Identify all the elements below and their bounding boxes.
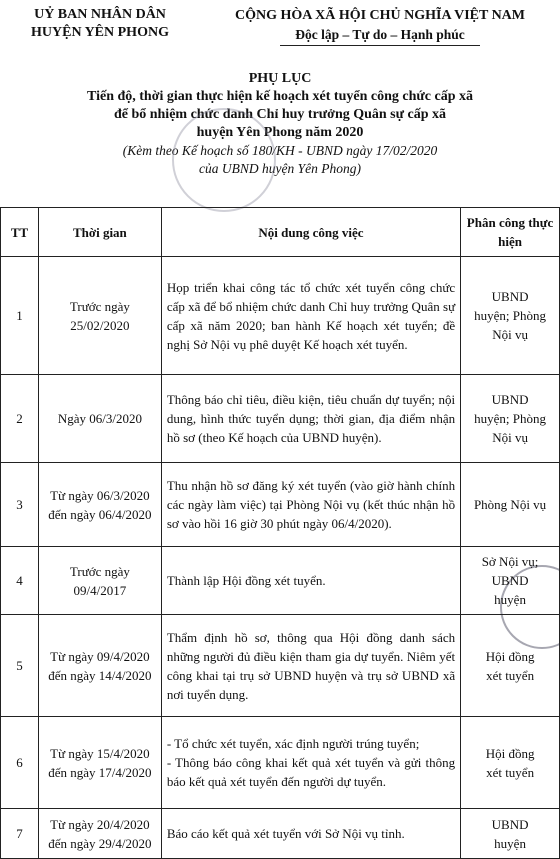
row-tt: 7 (1, 809, 39, 859)
row-content: Thẩm định hồ sơ, thông qua Hội đồng danh sách những người đủ điều kiện tham gia dự tuyển. Niêm yết công khai tại trụ sở UBND huyện và trụ sở UBND xã nơi tuyển dụng. (161, 615, 460, 717)
row-content: Thành lập Hội đồng xét tuyển. (161, 547, 460, 615)
table-header-row (1, 208, 560, 257)
row-content: Họp triển khai công tác tổ chức xét tuyển công chức cấp xã để bổ nhiệm chức danh Chỉ huy trưởng Quân sự cấp xã năm 2020; ban hành Kế hoạch xét tuyển; đề nghị Sở Nội vụ phê duyệt Kế hoạch xét tuyển. (161, 257, 460, 375)
national-name: CỘNG HÒA XÃ HỘI CHỦ NGHĨA VIỆT NAM (234, 8, 525, 23)
header-owner: Phân công thực hiện (461, 208, 560, 257)
appendix-label: PHỤ LỤC (248, 71, 312, 86)
appendix-note-2: của UBND huyện Yên Phong) (199, 161, 361, 176)
row-owner: Hội đồng xét tuyển (461, 615, 560, 717)
row-owner: Sở Nội vụ; UBND huyện (461, 547, 560, 615)
table-row (1, 375, 560, 463)
national-motto: Độc lập – Tự do – Hạnh phúc (295, 27, 465, 42)
table-row (1, 257, 560, 375)
row-tt: 2 (1, 375, 39, 463)
table-row (1, 615, 560, 717)
row-owner: UBND huyện; Phòng Nội vụ (461, 257, 560, 375)
row-content: Thông báo chỉ tiêu, điều kiện, tiêu chuẩn dự tuyển; nội dung, hình thức tuyển dụng; thời gian, địa điểm nhận hồ sơ (theo Kế hoạch của UBND huyện). (161, 375, 460, 463)
row-content: Thu nhận hồ sơ đăng ký xét tuyển (vào giờ hành chính các ngày làm việc) tại Phòng Nội vụ (kết thúc nhận hồ sơ vào hồi 16 giờ 30 phút ngày 06/4/2020). (161, 463, 460, 547)
schedule-table (0, 207, 560, 859)
national-header (200, 6, 560, 46)
motto-underline (280, 45, 480, 46)
agency-header (0, 6, 200, 42)
row-owner: Phòng Nội vụ (461, 463, 560, 547)
row-content: Báo cáo kết quả xét tuyển với Sở Nội vụ tỉnh. (161, 809, 460, 859)
appendix-note-1: (Kèm theo Kế hoạch số 180/KH - UBND ngày 17/02/2020 (122, 143, 438, 158)
row-content: - Tổ chức xét tuyển, xác định người trúng tuyển; - Thông báo công khai kết quả xét tuyển và gửi thông báo kết quả xét tuyển đến người dự tuyển. (161, 717, 460, 809)
row-tt: 6 (1, 717, 39, 809)
agency-line-1: UỶ BAN NHÂN DÂN (34, 7, 166, 22)
row-tt: 4 (1, 547, 39, 615)
row-time: Trước ngày 25/02/2020 (38, 257, 161, 375)
row-tt: 1 (1, 257, 39, 375)
table-row (1, 547, 560, 615)
official-seal-stamp (172, 108, 276, 212)
row-time: Từ ngày 20/4/2020 đến ngày 29/4/2020 (38, 809, 161, 859)
agency-line-2: HUYỆN YÊN PHONG (31, 25, 169, 40)
row-owner: UBND huyện (461, 809, 560, 859)
header-time: Thời gian (38, 208, 161, 257)
appendix-subtitle-2: để bổ nhiệm chức danh Chỉ huy trưởng Quân sự cấp xã (113, 107, 447, 122)
row-tt: 5 (1, 615, 39, 717)
row-tt: 3 (1, 463, 39, 547)
document-title (0, 70, 560, 178)
appendix-subtitle-1: Tiến độ, thời gian thực hiện kế hoạch xét tuyển công chức cấp xã (87, 89, 473, 104)
row-owner: Hội đồng xét tuyển (461, 717, 560, 809)
appendix-subtitle-3: huyện Yên Phong năm 2020 (196, 125, 364, 140)
row-time: Ngày 06/3/2020 (38, 375, 161, 463)
row-time: Từ ngày 09/4/2020 đến ngày 14/4/2020 (38, 615, 161, 717)
table-row (1, 809, 560, 859)
table-row (1, 463, 560, 547)
header-tt: TT (1, 208, 39, 257)
row-time: Trước ngày 09/4/2017 (38, 547, 161, 615)
row-owner: UBND huyện; Phòng Nội vụ (461, 375, 560, 463)
row-time: Từ ngày 06/3/2020 đến ngày 06/4/2020 (38, 463, 161, 547)
row-time: Từ ngày 15/4/2020 đến ngày 17/4/2020 (38, 717, 161, 809)
table-row (1, 717, 560, 809)
header-content: Nội dung công việc (161, 208, 460, 257)
